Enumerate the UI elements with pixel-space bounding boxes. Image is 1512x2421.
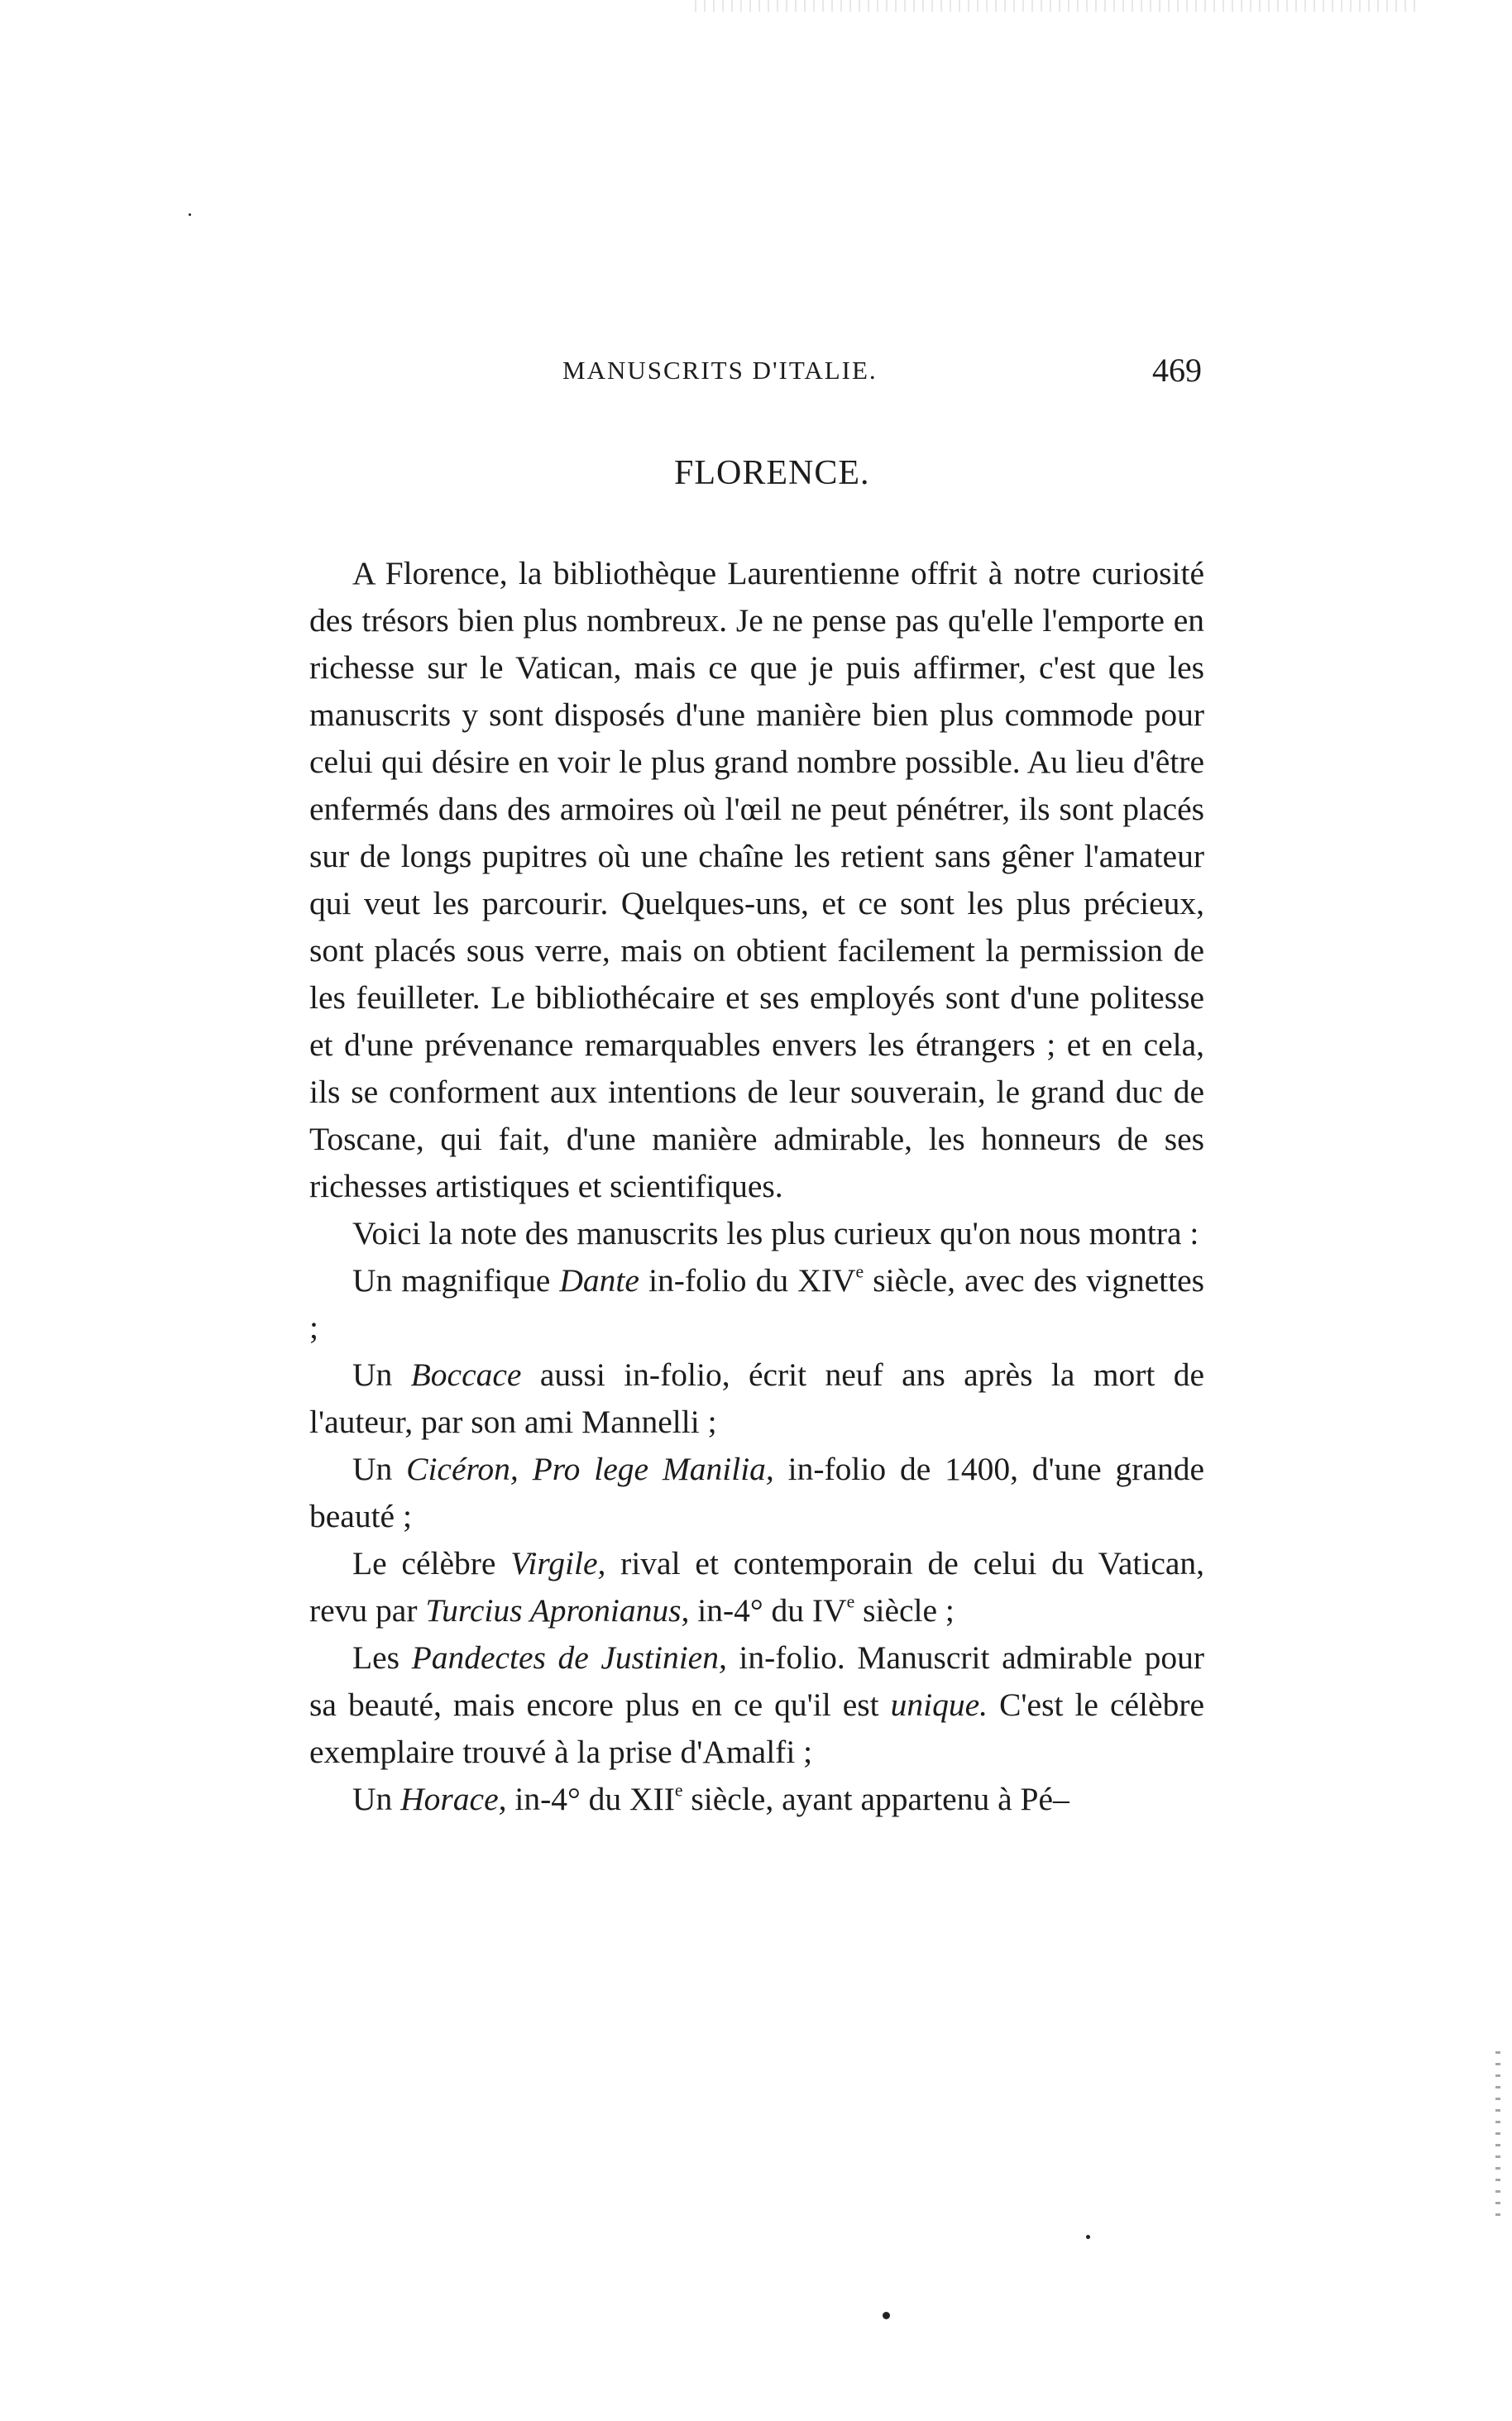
- ink-speck: [883, 2312, 890, 2319]
- ink-speck: [1086, 2235, 1090, 2239]
- section-title: FLORENCE.: [674, 454, 870, 492]
- scan-edge-noise: [1495, 2051, 1500, 2217]
- running-title: MANUSCRITS D'ITALIE.: [562, 356, 878, 385]
- ink-speck: [189, 213, 191, 216]
- paragraph-list-intro: Voici la note des manuscrits les plus curieux qu'on nous montra :: [352, 1215, 1199, 1251]
- manuscript-item-horace: Un Horace, in-4° du XIIe siècle, ayant appartenu à Pé–: [352, 1780, 1069, 1817]
- manuscript-item-boccace: Un Boccace aussi in-folio, écrit neuf ans après la mort de l'auteur, par son ami Mannelli ;: [309, 1356, 1205, 1440]
- manuscript-item-virgile: Le célèbre Virgile, rival et contemporain de celui du Vatican, revu par Turcius Apronianus, in-4° du IVe siècle ;: [309, 1545, 1205, 1629]
- page-number: 469: [1152, 352, 1202, 389]
- manuscript-item-pandectes: Les Pandectes de Justinien, in-folio. Manuscrit admirable pour sa beauté, mais encore plus en ce qu'il est unique. C'est le célèbre exemplaire trouvé à la prise d'Amalfi ;: [309, 1639, 1205, 1770]
- paragraph-intro: A Florence, la bibliothèque Laurentienne offrit à notre curiosité des trésors bien plus nombreux. Je ne pense pas qu'elle l'emporte en richesse sur le Vatican, mais ce que je puis affirmer, c'est que les manuscrits y sont disposés d'une manière bien plus commode pour celui qui désire en voir le plus grand nombre possible. Au lieu d'être enfermés dans des armoires où l'œil ne peut pénétrer, ils sont placés sur de longs pupitres où une chaîne les retient sans gêner l'amateur qui veut les parcourir. Quelques-uns, et ce sont les plus précieux, sont placés sous verre, mais on obtient facilement la permission de les feuilleter. Le bibliothécaire et ses employés sont d'une politesse et d'une prévenance remarquables envers les étrangers ; et en cela, ils se conforment aux intentions de leur souverain, le grand duc de Toscane, qui fait, d'une manière admirable, les honneurs de ses richesses artistiques et scientifiques.: [309, 555, 1204, 1204]
- manuscript-item-ciceron: Un Cicéron, Pro lege Manilia, in-folio de 1400, d'une grande beauté ;: [309, 1451, 1204, 1534]
- body-text: [309, 550, 1204, 1823]
- manuscript-item-dante: Un magnifique Dante in-folio du XIVe siècle, avec des vignettes ;: [309, 1261, 1205, 1346]
- scan-edge-noise: [695, 0, 1423, 12]
